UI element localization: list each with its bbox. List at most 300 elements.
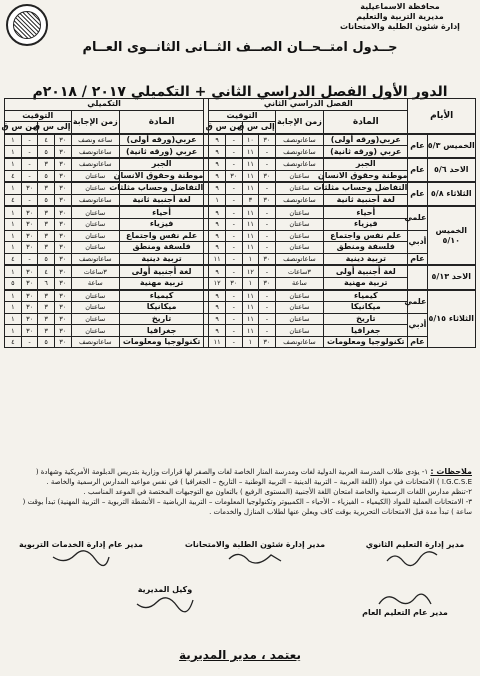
to-minutes-cell: ٣٠ bbox=[54, 302, 71, 314]
track-cell: علمي bbox=[408, 206, 427, 230]
to-hour-cell: ٣ bbox=[38, 290, 55, 302]
to-hour-cell: ٣ bbox=[38, 158, 55, 170]
duration-cell: ساعتان bbox=[275, 302, 323, 314]
subject-cell: تاريخ bbox=[120, 313, 204, 325]
to-hour-cell: ١١ bbox=[242, 206, 259, 218]
column-gap bbox=[204, 277, 209, 289]
subject-cell: تاريخ bbox=[324, 313, 408, 325]
from-minutes-cell: - bbox=[225, 290, 242, 302]
from-hour-cell: ١ bbox=[5, 313, 22, 325]
approval-line: يعتمد ، مدير المديرية bbox=[179, 648, 301, 662]
from-minutes-cell: - bbox=[225, 336, 242, 348]
table-row bbox=[5, 170, 476, 182]
from-minutes-cell: - bbox=[21, 253, 38, 265]
header-from: من س ق bbox=[5, 122, 38, 134]
from-hour-cell: ١ bbox=[5, 265, 22, 277]
day-cell: الخميس ٥/١٠ bbox=[427, 206, 475, 265]
handwritten-signature-icon bbox=[135, 594, 195, 612]
to-hour-cell: ٥ bbox=[38, 253, 55, 265]
to-hour-cell: ١١ bbox=[242, 230, 259, 242]
subject-cell: تكنولوجيا ومعلومات bbox=[120, 336, 204, 348]
to-hour-cell: ٣ bbox=[38, 242, 55, 254]
duration-cell: ساعه ونصف bbox=[71, 134, 119, 146]
subject-cell: التفاضل وحساب مثلثات bbox=[109, 183, 204, 193]
subject-cell: تربية مهنية bbox=[120, 277, 204, 289]
from-minutes-cell: ٣٠ bbox=[21, 265, 38, 277]
signature-block-educational-services bbox=[6, 540, 156, 567]
from-hour-cell: ٩ bbox=[209, 146, 226, 158]
duration-cell: ساعتان bbox=[71, 313, 119, 325]
document-title: جــدول امتــحــان الصــف الثــانى الثانــوى العــام bbox=[82, 40, 398, 55]
subject-cell: فلسفة ومنطق bbox=[324, 242, 408, 254]
handwritten-signature-icon bbox=[225, 549, 285, 567]
signature-block-secondary bbox=[360, 540, 470, 567]
signature-block-deputy bbox=[110, 585, 220, 612]
to-hour-cell: ٥ bbox=[38, 336, 55, 348]
subject-cell: جغرافيا bbox=[120, 325, 204, 337]
column-gap bbox=[204, 158, 209, 170]
from-hour-cell: ٥ bbox=[5, 277, 22, 289]
to-minutes-cell: ٣٠ bbox=[259, 194, 276, 206]
to-minutes-cell: ٣٠ bbox=[54, 265, 71, 277]
subject-cell: موطنة وحقوق الانسان bbox=[324, 170, 408, 182]
to-minutes-cell: ٣٠ bbox=[54, 134, 71, 146]
to-minutes-cell: - bbox=[259, 290, 276, 302]
column-gap bbox=[204, 336, 209, 348]
from-minutes-cell: ٣٠ bbox=[225, 277, 242, 289]
from-hour-cell: ٩ bbox=[209, 313, 226, 325]
header-complementary: التكميلي bbox=[5, 99, 204, 111]
to-hour-cell: ٤ bbox=[38, 265, 55, 277]
note-2: ٢-تنظم مدارس اللغات الرسمية والخاصة امتحان اللغة الأجنبية (المستوى الرفيع ) بالتعاون مع التوجيهات المختصة في الموعد المناسب . bbox=[83, 488, 472, 496]
to-hour-cell: ١١ bbox=[242, 218, 259, 230]
duration-cell: ساعتان bbox=[275, 230, 323, 242]
to-hour-cell: ٣ bbox=[38, 218, 55, 230]
column-gap bbox=[204, 302, 209, 314]
duration-cell: ساعتان bbox=[275, 170, 323, 182]
from-hour-cell: ١١ bbox=[209, 336, 226, 348]
day-cell: الاحد ٥/٦ bbox=[427, 158, 475, 182]
to-hour-cell: ٣ bbox=[38, 182, 55, 194]
handwritten-signature-icon bbox=[385, 549, 445, 567]
from-hour-cell: ٤ bbox=[5, 194, 22, 206]
from-minutes-cell: - bbox=[225, 265, 242, 277]
header-second-semester: الفصل الدراسي الثاني bbox=[209, 99, 408, 111]
header-to: إلى س ق bbox=[38, 122, 71, 134]
header-timing: التوقيت bbox=[5, 110, 72, 122]
table-row bbox=[5, 253, 476, 265]
to-minutes-cell: ٣٠ bbox=[54, 336, 71, 348]
from-minutes-cell: - bbox=[225, 253, 242, 265]
table-row bbox=[5, 182, 476, 194]
from-hour-cell: ١ bbox=[5, 325, 22, 337]
from-minutes-cell: - bbox=[21, 158, 38, 170]
to-minutes-cell: ٣٠ bbox=[54, 182, 71, 194]
subject-cell: لغة أجنبية ثانية bbox=[324, 194, 408, 206]
duration-cell: ٣ساعات bbox=[275, 265, 323, 277]
to-hour-cell: ٤ bbox=[38, 134, 55, 146]
day-cell: الخميس ٥/٣ bbox=[427, 134, 475, 158]
to-minutes-cell: ٣٠ bbox=[54, 218, 71, 230]
to-hour-cell: ٣ bbox=[38, 325, 55, 337]
to-minutes-cell: ٣٠ bbox=[54, 313, 71, 325]
to-hour-cell: ٥ bbox=[38, 170, 55, 182]
column-gap bbox=[204, 194, 209, 206]
duration-cell: ساعتان bbox=[71, 290, 119, 302]
to-minutes-cell: - bbox=[259, 182, 276, 194]
to-minutes-cell: - bbox=[259, 158, 276, 170]
column-gap bbox=[204, 290, 209, 302]
column-gap bbox=[204, 206, 209, 218]
to-minutes-cell: ٣٠ bbox=[54, 170, 71, 182]
from-hour-cell: ٩ bbox=[209, 206, 226, 218]
from-hour-cell: ١ bbox=[5, 134, 22, 146]
duration-cell: ساعتان bbox=[71, 182, 119, 194]
duration-cell: ساعاتونصف bbox=[275, 336, 323, 348]
to-hour-cell: ١١ bbox=[242, 313, 259, 325]
duration-cell: ساعتان bbox=[71, 230, 119, 242]
handwritten-signature-icon bbox=[375, 590, 435, 608]
duration-cell: ساعتان bbox=[71, 218, 119, 230]
subject-cell: ميكانيكا bbox=[120, 302, 204, 314]
duration-cell: ساعاتونصف bbox=[71, 194, 119, 206]
from-minutes-cell: ٣٠ bbox=[225, 170, 242, 182]
track-cell bbox=[408, 265, 427, 289]
table-row bbox=[5, 325, 476, 337]
column-gap bbox=[204, 146, 209, 158]
to-minutes-cell: ٣٠ bbox=[54, 290, 71, 302]
table-row bbox=[5, 206, 476, 218]
column-gap bbox=[204, 253, 209, 265]
subject-cell: كيمياء bbox=[324, 290, 408, 302]
duration-cell: ساعتان bbox=[275, 313, 323, 325]
from-minutes-cell: - bbox=[225, 218, 242, 230]
to-hour-cell: ٣ bbox=[38, 302, 55, 314]
track-cell: عام bbox=[408, 158, 427, 182]
duration-cell: ساعاتونصف bbox=[275, 146, 323, 158]
subject-cell: لغة أجنبية أولى bbox=[120, 265, 204, 277]
to-minutes-cell: - bbox=[259, 265, 276, 277]
to-hour-cell: ٣ bbox=[38, 230, 55, 242]
signature-title: مدير إدارة شئون الطلبة والامتحانات bbox=[184, 540, 326, 549]
from-minutes-cell: - bbox=[21, 146, 38, 158]
from-minutes-cell: ٣٠ bbox=[21, 206, 38, 218]
duration-cell: ساعتان bbox=[275, 325, 323, 337]
from-minutes-cell: ٣٠ bbox=[21, 290, 38, 302]
table-row bbox=[5, 134, 476, 146]
signature-block-general-education bbox=[350, 590, 460, 617]
duration-cell: ساعاتونصف bbox=[71, 158, 119, 170]
to-minutes-cell: ٣٠ bbox=[54, 230, 71, 242]
from-minutes-cell: ٣٠ bbox=[21, 218, 38, 230]
subject-cell: لغة أجنبية أولى bbox=[324, 265, 408, 277]
subject-cell: تربية مهنية bbox=[324, 277, 408, 289]
header-duration: زمن الإجابة bbox=[71, 110, 119, 134]
governorate-line: محافظة الاسماعيلية bbox=[360, 2, 440, 11]
subject-cell: فيزياء bbox=[324, 218, 408, 230]
table-row bbox=[5, 265, 476, 277]
subject-cell: عربي (ورقه ثانية) bbox=[324, 146, 408, 158]
to-minutes-cell: ٣٠ bbox=[54, 253, 71, 265]
subject-cell: تكنولوجيا ومعلومات bbox=[324, 336, 408, 348]
to-hour-cell: ٥ bbox=[38, 146, 55, 158]
header-timing: التوقيت bbox=[209, 110, 275, 122]
to-minutes-cell: ٣٠ bbox=[259, 170, 276, 182]
from-hour-cell: ٩ bbox=[209, 230, 226, 242]
track-cell: أدبي bbox=[408, 313, 427, 336]
duration-cell: ساعتان bbox=[275, 290, 323, 302]
subject-cell: عربي(ورقه أولى) bbox=[120, 134, 204, 146]
schedule-table bbox=[1, 98, 476, 348]
subject-cell: تربية دينية bbox=[120, 253, 204, 265]
to-minutes-cell: - bbox=[259, 325, 276, 337]
to-hour-cell: ٦ bbox=[38, 277, 55, 289]
table-row bbox=[5, 277, 476, 289]
duration-cell: ساعة bbox=[71, 277, 119, 289]
from-minutes-cell: - bbox=[225, 194, 242, 206]
from-hour-cell: ١ bbox=[209, 194, 226, 206]
subject-cell: علم نفس واجتماع bbox=[324, 230, 408, 242]
notes-label: ملاحظات : bbox=[430, 467, 472, 476]
header-days: الأيام bbox=[408, 99, 476, 134]
table-row bbox=[5, 290, 476, 302]
from-hour-cell: ٤ bbox=[5, 170, 22, 182]
subject-cell: أحياء bbox=[324, 206, 408, 218]
to-hour-cell: ٥ bbox=[38, 194, 55, 206]
subject-cell: الجبر bbox=[120, 158, 204, 170]
to-minutes-cell: ٣٠ bbox=[54, 242, 71, 254]
note-1: ١- يؤدى طلاب المدرسة العربية الدولية لغات ومدرسة المنار الخاصة لغات والصفر لها قرارات وزارية بتدريس الدبلومة الأمريكية وشهادة ( I.G.C.S.E ) الامتحانات في مواد (اللغة العربية – التربية الدينية – التربية الوطنية – التاريخ – الجغرافيا ) في نفس مواعيد المدارس الرسمية والخاصة . bbox=[35, 468, 472, 486]
from-minutes-cell: ٣٠ bbox=[21, 277, 38, 289]
to-hour-cell: ٣ bbox=[38, 206, 55, 218]
duration-cell: ساعتان bbox=[71, 325, 119, 337]
to-minutes-cell: ٣٠ bbox=[259, 277, 276, 289]
from-hour-cell: ١ bbox=[5, 290, 22, 302]
from-minutes-cell: - bbox=[225, 182, 242, 194]
to-minutes-cell: ٣٠ bbox=[54, 146, 71, 158]
handwritten-signature-icon bbox=[51, 549, 111, 567]
to-hour-cell: ١١ bbox=[242, 158, 259, 170]
from-minutes-cell: ٣٠ bbox=[21, 302, 38, 314]
to-minutes-cell: - bbox=[259, 230, 276, 242]
subject-cell: لغة أجنبية ثانية bbox=[120, 194, 204, 206]
column-gap bbox=[204, 325, 209, 337]
track-cell: أدبي bbox=[408, 230, 427, 253]
department-line: إدارة شئون الطلبة والامتحانات bbox=[340, 22, 460, 31]
from-hour-cell: ١ bbox=[5, 242, 22, 254]
from-hour-cell: ٩ bbox=[209, 265, 226, 277]
from-hour-cell: ٤ bbox=[5, 336, 22, 348]
signature-title: مدير إدارة التعليم الثانوي bbox=[365, 540, 465, 549]
from-hour-cell: ١ bbox=[5, 302, 22, 314]
subject-cell: كيمياء bbox=[120, 290, 204, 302]
to-hour-cell: ٣ bbox=[38, 313, 55, 325]
to-minutes-cell: ٣٠ bbox=[259, 253, 276, 265]
column-gap bbox=[204, 313, 209, 325]
from-hour-cell: ٩ bbox=[209, 325, 226, 337]
to-hour-cell: ١ bbox=[242, 253, 259, 265]
subject-cell: التفاضل وحساب مثلثات bbox=[313, 183, 408, 193]
from-hour-cell: ١ bbox=[5, 206, 22, 218]
from-minutes-cell: ٣٠ bbox=[21, 313, 38, 325]
from-minutes-cell: ٣٠ bbox=[21, 242, 38, 254]
to-minutes-cell: - bbox=[259, 206, 276, 218]
from-hour-cell: ٩ bbox=[209, 242, 226, 254]
from-minutes-cell: - bbox=[225, 325, 242, 337]
subject-cell: الجبر bbox=[324, 158, 408, 170]
from-minutes-cell: - bbox=[21, 170, 38, 182]
duration-cell: ساعتان bbox=[71, 170, 119, 182]
header-subject: المادة bbox=[120, 110, 204, 134]
from-hour-cell: ٩ bbox=[209, 302, 226, 314]
to-hour-cell: ١١ bbox=[242, 170, 259, 182]
column-gap bbox=[204, 218, 209, 230]
to-minutes-cell: ٣٠ bbox=[54, 194, 71, 206]
from-hour-cell: ٩ bbox=[209, 290, 226, 302]
table-row bbox=[5, 242, 476, 254]
column-gap bbox=[204, 242, 209, 254]
to-hour-cell: ١١ bbox=[242, 146, 259, 158]
duration-cell: ساعاتونصف bbox=[71, 336, 119, 348]
from-minutes-cell: ٣٠ bbox=[21, 182, 38, 194]
from-hour-cell: ١ bbox=[5, 230, 22, 242]
table-row bbox=[5, 336, 476, 348]
duration-cell: ساعتان bbox=[275, 182, 323, 194]
from-minutes-cell: - bbox=[225, 146, 242, 158]
from-minutes-cell: ٣٠ bbox=[21, 230, 38, 242]
issuing-authority bbox=[330, 2, 470, 32]
from-hour-cell: ٩ bbox=[209, 182, 226, 194]
track-cell: عام bbox=[408, 253, 427, 265]
from-hour-cell: ١٢ bbox=[209, 277, 226, 289]
column-gap bbox=[204, 230, 209, 242]
from-minutes-cell: - bbox=[21, 134, 38, 146]
column-gap bbox=[204, 265, 209, 277]
duration-cell: ساعاتونصف bbox=[71, 146, 119, 158]
subject-cell: علم نفس واجتماع bbox=[120, 230, 204, 242]
header-to: إلى س ق bbox=[242, 122, 275, 134]
document-subtitle: الدور الأول الفصل الدراسي الثاني + التكميلي ٢٠١٧ / ٢٠١٨م bbox=[32, 84, 448, 100]
to-minutes-cell: - bbox=[259, 146, 276, 158]
signature-block-students-affairs bbox=[180, 540, 330, 567]
duration-cell: ساعتان bbox=[71, 242, 119, 254]
track-cell: علمي bbox=[408, 290, 427, 314]
column-gap bbox=[204, 182, 209, 194]
to-minutes-cell: ٣٠ bbox=[259, 336, 276, 348]
to-minutes-cell: ٣٠ bbox=[54, 277, 71, 289]
to-hour-cell: ٣ bbox=[242, 194, 259, 206]
from-hour-cell: ١ bbox=[5, 182, 22, 194]
to-hour-cell: ١١ bbox=[242, 242, 259, 254]
subject-cell: ميكانيكا bbox=[324, 302, 408, 314]
from-hour-cell: ١ bbox=[5, 146, 22, 158]
duration-cell: ساعتان bbox=[71, 206, 119, 218]
subject-cell: فيزياء bbox=[120, 218, 204, 230]
subject-cell: موطنة وحقوق الانسان bbox=[120, 170, 204, 182]
from-hour-cell: ٤ bbox=[5, 253, 22, 265]
to-hour-cell: ١٢ bbox=[242, 265, 259, 277]
duration-cell: ساعة bbox=[275, 277, 323, 289]
to-hour-cell: ١١ bbox=[242, 302, 259, 314]
table-row bbox=[5, 194, 476, 206]
subject-cell: فلسفة ومنطق bbox=[120, 242, 204, 254]
to-hour-cell: ١٠ bbox=[242, 134, 259, 146]
from-minutes-cell: - bbox=[225, 313, 242, 325]
to-minutes-cell: - bbox=[259, 313, 276, 325]
subject-cell: أحياء bbox=[120, 206, 204, 218]
from-minutes-cell: - bbox=[225, 230, 242, 242]
column-gap bbox=[204, 170, 209, 182]
notes-section bbox=[8, 467, 472, 517]
from-minutes-cell: - bbox=[225, 134, 242, 146]
from-hour-cell: ١١ bbox=[209, 253, 226, 265]
track-cell: عام bbox=[408, 336, 427, 348]
to-minutes-cell: ٣٠ bbox=[54, 158, 71, 170]
duration-cell: ساعتان bbox=[275, 218, 323, 230]
day-cell: الثلاثاء ٥/١٥ bbox=[427, 290, 475, 348]
duration-cell: ساعاتونصف bbox=[275, 253, 323, 265]
duration-cell: ساعاتونصف bbox=[275, 134, 323, 146]
table-row bbox=[5, 230, 476, 242]
to-hour-cell: ١ bbox=[242, 277, 259, 289]
to-hour-cell: ١ bbox=[242, 336, 259, 348]
from-minutes-cell: - bbox=[225, 302, 242, 314]
to-minutes-cell: - bbox=[259, 242, 276, 254]
note-3: ٣- الامتحانات العملية للمواد (الكيمياء – الفيزياء – الأحياء – الكمبيوتر وتكنولوجيا المعلومات – التربية الرياضية – الأنشطة التربوية – التربية المهنية) تبدأ بوقت ( ساعة ) تبدأ مدة قبل الامتحانات التحريرية بوقت كاف ويعلن عنها لطلاب المنازل والخدمات . bbox=[22, 498, 472, 516]
signature-title: مدير عام التعليم العام bbox=[362, 608, 448, 617]
to-minutes-cell: - bbox=[259, 302, 276, 314]
track-cell: عام bbox=[408, 182, 427, 206]
to-hour-cell: ١١ bbox=[242, 290, 259, 302]
header-from: من س ق bbox=[209, 122, 242, 134]
duration-cell: ٣ساعات bbox=[71, 265, 119, 277]
signature-title: مدير عام إدارة الخدمات التربوية bbox=[19, 540, 143, 549]
from-hour-cell: ٩ bbox=[209, 170, 226, 182]
duration-cell: ساعتان bbox=[275, 242, 323, 254]
from-minutes-cell: ٣٠ bbox=[21, 325, 38, 337]
from-hour-cell: ٩ bbox=[209, 158, 226, 170]
header-subject: المادة bbox=[324, 110, 408, 134]
subject-cell: عربي(ورقه أولى) bbox=[324, 134, 408, 146]
to-minutes-cell: - bbox=[259, 218, 276, 230]
day-cell: الاحد ٥/١٣ bbox=[427, 265, 475, 289]
column-gap bbox=[204, 134, 209, 146]
subject-cell: عربي (ورقه ثانية) bbox=[120, 146, 204, 158]
subject-cell: جغرافيا bbox=[324, 325, 408, 337]
from-hour-cell: ٩ bbox=[209, 134, 226, 146]
from-minutes-cell: - bbox=[225, 158, 242, 170]
day-cell: الثلاثاء ٥/٨ bbox=[427, 182, 475, 206]
duration-cell: ساعاتونصف bbox=[71, 253, 119, 265]
from-hour-cell: ١ bbox=[5, 218, 22, 230]
from-minutes-cell: - bbox=[21, 336, 38, 348]
duration-cell: ساعاتونصف bbox=[275, 194, 323, 206]
duration-cell: ساعتان bbox=[71, 302, 119, 314]
header-duration: زمن الإجابة bbox=[275, 110, 323, 134]
to-minutes-cell: ٣٠ bbox=[54, 325, 71, 337]
to-minutes-cell: ٣٠ bbox=[54, 206, 71, 218]
to-hour-cell: ١١ bbox=[242, 325, 259, 337]
from-minutes-cell: - bbox=[225, 242, 242, 254]
directorate-line: مديرية التربية والتعليم bbox=[356, 12, 444, 21]
duration-cell: ساعاتونصف bbox=[275, 158, 323, 170]
to-hour-cell: ١١ bbox=[242, 182, 259, 194]
from-hour-cell: ١ bbox=[5, 158, 22, 170]
table-row bbox=[5, 313, 476, 325]
to-minutes-cell: ٣٠ bbox=[259, 134, 276, 146]
duration-cell: ساعتان bbox=[275, 206, 323, 218]
signature-title: وكيل المديرية bbox=[137, 585, 193, 594]
